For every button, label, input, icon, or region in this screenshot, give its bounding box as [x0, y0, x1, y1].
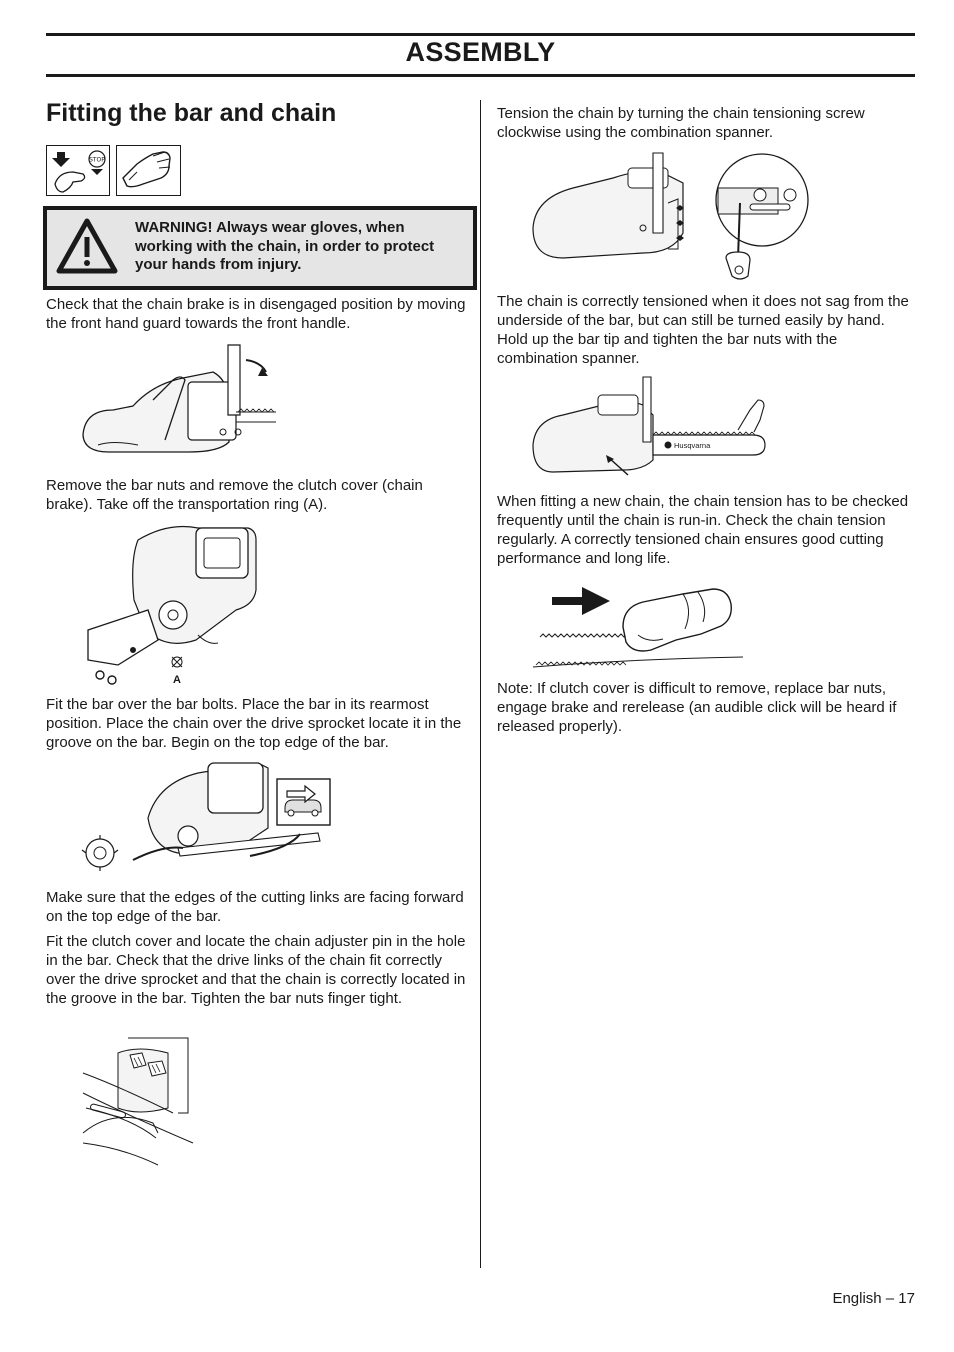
- warning-box: [43, 206, 477, 290]
- paragraph-remove-nuts: Remove the bar nuts and remove the clutch cover (chain brake). Take off the transportation ring (A).: [46, 477, 423, 513]
- bar-nuts-detail-illustration: [78, 1033, 208, 1168]
- chainsaw-hand-guard-illustration: [78, 340, 278, 470]
- protective-glove-icon: [116, 145, 181, 196]
- paragraph-note-clutch: Note: If clutch cover is difficult to remove, replace bar nuts, engage brake and rerelease (an audible click will be heard if released properly).: [497, 680, 897, 735]
- header-bottom-rule: [46, 74, 915, 77]
- paragraph-new-chain: When fitting a new chain, the chain tension has to be checked frequently until the chain is run-in. Check the chain tension regularly. A correctly tensioned chain ensures good cutting performance and long life.: [497, 493, 909, 567]
- paragraph-correct-tension: The chain is correctly tensioned when it does not sag from the underside of the bar, but can still be turned easily by hand. Hold up the bar tip and tighten the bar nuts with the combination spanner.: [497, 293, 909, 367]
- transportation-ring-label: A: [173, 674, 181, 686]
- page-heading: Fitting the bar and chain: [46, 99, 337, 127]
- paragraph-tension-chain: Tension the chain by turning the chain tensioning screw clockwise using the combination spanner.: [497, 105, 865, 141]
- chain-tension-screw-illustration: [528, 148, 818, 288]
- section-title: ASSEMBLY: [405, 37, 556, 67]
- fit-bar-and-chain-illustration: [78, 758, 348, 883]
- glove-on-chain-illustration: [528, 577, 748, 672]
- clutch-cover-removal-illustration: [78, 520, 268, 690]
- paragraph-clutch-cover: Fit the clutch cover and locate the chain adjuster pin in the hole in the bar. Check that the drive links of the chain fit correctly over the drive sprocket and that the chain is correctly located in the groove in the bar. Tighten the bar nuts finger tight.: [46, 933, 466, 1007]
- warning-triangle-icon: [55, 217, 119, 275]
- husqvarna-bar-logo: Husqvarna: [674, 441, 711, 450]
- top-rule: [46, 33, 915, 36]
- paragraph-fit-bar: Fit the bar over the bar bolts. Place the bar in its rearmost position. Place the chain over the drive sprocket locate it in the groove on the bar. Begin on the top edge of the bar.: [46, 696, 462, 751]
- chainsaw-bar-tip-illustration: [528, 375, 768, 490]
- svg-text:STOP: STOP: [89, 156, 105, 164]
- paragraph-chain-brake: Check that the chain brake is in disengaged position by moving the front hand guard towards the front handle.: [46, 296, 466, 332]
- column-divider: [480, 100, 481, 1268]
- warning-text: WARNING! Always wear gloves, when working with the chain, in order to protect your hands from injury.: [135, 219, 435, 273]
- chain-brake-stop-icon: [46, 145, 110, 196]
- paragraph-cutting-links: Make sure that the edges of the cutting links are facing forward on the top edge of the bar.: [46, 889, 464, 925]
- page-number: English – 17: [832, 1290, 915, 1307]
